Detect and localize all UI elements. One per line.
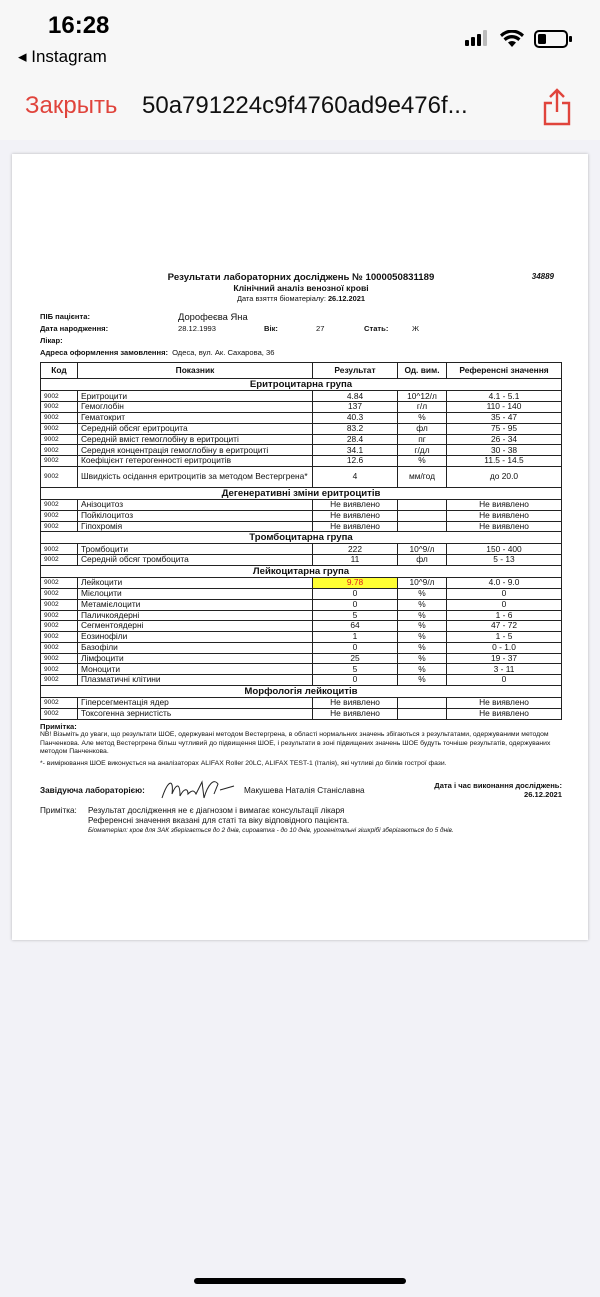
table-row [41, 708, 562, 719]
row-unit: 10^12/л [398, 391, 447, 402]
document-page [12, 154, 588, 940]
row-unit: мм/год [398, 467, 447, 488]
table-row [41, 510, 562, 521]
group-title: Дегенеративні зміни еритроцитів [41, 488, 562, 500]
row-result: 34.1 [313, 445, 398, 456]
row-result: 9.78 [313, 578, 398, 589]
table-row [41, 642, 562, 653]
row-ref: 19 - 37 [447, 653, 562, 664]
row-name: Токсогенна зернистість [78, 708, 313, 719]
group-title: Еритроцитарна група [41, 379, 562, 391]
row-name: Еозинофіли [78, 632, 313, 643]
row-code: 9002 [41, 698, 78, 709]
row-code: 9002 [41, 413, 78, 424]
footer-text-1: Результат дослідження не є діагнозом і вимагає консультації лікаря [88, 806, 345, 816]
signature-image [158, 774, 242, 804]
row-ref: 4.0 - 9.0 [447, 578, 562, 589]
address-label: Адреса оформлення замовлення: [40, 348, 169, 358]
table-row [41, 391, 562, 402]
footer-line-1 [40, 806, 562, 815]
head-label: Завідуюча лабораторією: [40, 786, 145, 796]
row-code: 9002 [41, 391, 78, 402]
row-code: 9002 [41, 708, 78, 719]
row-code: 9002 [41, 434, 78, 445]
sample-date [40, 295, 562, 304]
table-row [41, 621, 562, 632]
row-name: Лімфоцити [78, 653, 313, 664]
row-ref: 0 [447, 675, 562, 686]
row-result: Не виявлено [313, 708, 398, 719]
header-name: Показник [78, 363, 313, 379]
exec-value: 26.12.2021 [523, 789, 562, 799]
patient-row [40, 311, 562, 323]
row-ref: 0 [447, 599, 562, 610]
corner-number: 34889 [531, 272, 554, 281]
row-name: Середній обсяг еритроцита [78, 423, 313, 434]
row-result: 25 [313, 653, 398, 664]
row-result: 64 [313, 621, 398, 632]
row-name: Мієлоцити [78, 588, 313, 599]
footer-notes [40, 806, 562, 834]
row-code: 9002 [41, 621, 78, 632]
table-row [41, 500, 562, 511]
head-name: Макушева Наталія Станіславна [244, 786, 365, 796]
sample-date-value: 26.12.2021 [327, 293, 365, 303]
footer-text-2: Референсні значення вказані для статі та віку відповідного пацієнта. [88, 815, 350, 825]
row-ref: Не виявлено [447, 698, 562, 709]
row-unit [398, 521, 447, 532]
row-name: Базофіли [78, 642, 313, 653]
row-unit: % [398, 588, 447, 599]
row-name: Сегментоядерні [78, 621, 313, 632]
dob-label: Дата народження: [40, 324, 109, 334]
signature-row [40, 774, 562, 806]
row-ref: 0 [447, 588, 562, 599]
row-code: 9002 [41, 423, 78, 434]
row-unit: % [398, 599, 447, 610]
row-result: 137 [313, 402, 398, 413]
row-name: Анізоцитоз [78, 500, 313, 511]
table-row [41, 599, 562, 610]
row-ref: 110 - 140 [447, 402, 562, 413]
row-ref: 0 - 1.0 [447, 642, 562, 653]
row-unit [398, 500, 447, 511]
document-viewer[interactable] [0, 140, 600, 1297]
doctor-label: Лікар: [40, 336, 63, 346]
patient-value: Дорофеєва Яна [178, 311, 248, 323]
table-row [41, 544, 562, 555]
row-code: 9002 [41, 675, 78, 686]
age-label: Вік: [264, 324, 278, 334]
table-row [41, 521, 562, 532]
row-unit: % [398, 653, 447, 664]
row-name: Гемоглобін [78, 402, 313, 413]
sex-value: Ж [412, 324, 420, 334]
row-name: Швидкість осідання еритроцитів за методом Вестергрена* [78, 467, 313, 488]
row-ref: Не виявлено [447, 521, 562, 532]
row-unit: % [398, 413, 447, 424]
row-code: 9002 [41, 510, 78, 521]
row-name: Лейкоцити [78, 578, 313, 589]
row-unit: г/л [398, 402, 447, 413]
note-nb: NB! Візьміть до уваги, що результати ШОЕ, одержувані методом Вестергрена, в області нормальних значень збігаються з результатами, одержуваними методом Панченкова. Але метод Вестергрена більш чутливий до підвищення ШОЕ, і результати в зоні підвищених значень ШОЕ будуть точніше результатів, одержуваних методом Панченкова. [40, 731, 551, 756]
row-result: 28.4 [313, 434, 398, 445]
dob-value: 28.12.1993 [178, 324, 217, 334]
table-row [41, 610, 562, 621]
row-name: Гематокрит [78, 413, 313, 424]
row-unit: 10^9/л [398, 578, 447, 589]
exec-info [434, 782, 562, 799]
table-row [41, 698, 562, 709]
row-result: 4 [313, 467, 398, 488]
row-name: Паличкоядерні [78, 610, 313, 621]
group-header-row [41, 686, 562, 698]
row-result: 0 [313, 588, 398, 599]
row-ref: 1 - 6 [447, 610, 562, 621]
address-row [40, 347, 562, 359]
row-ref: 5 - 13 [447, 555, 562, 566]
patient-label: ПІБ пацієнта: [40, 312, 90, 322]
row-name: Еритроцити [78, 391, 313, 402]
results-table [40, 362, 562, 719]
row-ref: 30 - 38 [447, 445, 562, 456]
row-ref: 1 - 5 [447, 632, 562, 643]
share-icon[interactable] [540, 86, 574, 128]
row-result: 4.84 [313, 391, 398, 402]
row-code: 9002 [41, 544, 78, 555]
table-row [41, 423, 562, 434]
table-row [41, 588, 562, 599]
table-row [41, 445, 562, 456]
row-unit: % [398, 621, 447, 632]
row-result: Не виявлено [313, 698, 398, 709]
sex-label: Стать: [364, 324, 389, 334]
status-time: 16:28 [48, 12, 110, 39]
row-result: 5 [313, 664, 398, 675]
row-unit: 10^9/л [398, 544, 447, 555]
battery-icon [534, 30, 574, 48]
row-ref: 47 - 72 [447, 621, 562, 632]
row-unit: фл [398, 555, 447, 566]
wifi-icon [500, 30, 524, 48]
row-result: Не виявлено [313, 510, 398, 521]
group-title: Лейкоцитарна група [41, 566, 562, 578]
status-bar [0, 0, 600, 78]
row-unit: % [398, 632, 447, 643]
dob-row [40, 323, 562, 335]
row-code: 9002 [41, 456, 78, 467]
row-unit: пг [398, 434, 447, 445]
doctor-row [40, 335, 562, 347]
row-result: 5 [313, 610, 398, 621]
row-result: 0 [313, 642, 398, 653]
row-name: Гіперсегментація ядер [78, 698, 313, 709]
row-unit [398, 698, 447, 709]
row-result: Не виявлено [313, 500, 398, 511]
row-code: 9002 [41, 599, 78, 610]
table-row [41, 413, 562, 424]
file-title: 50a791224c9f4760ad9e476f... [142, 92, 468, 119]
row-unit: фл [398, 423, 447, 434]
row-code: 9002 [41, 521, 78, 532]
row-code: 9002 [41, 445, 78, 456]
table-row [41, 675, 562, 686]
table-row [41, 664, 562, 675]
table-row [41, 578, 562, 589]
row-code: 9002 [41, 588, 78, 599]
row-name: Тромбоцити [78, 544, 313, 555]
row-code: 9002 [41, 653, 78, 664]
row-result: 0 [313, 599, 398, 610]
group-title: Тромбоцитарна група [41, 532, 562, 544]
row-code: 9002 [41, 467, 78, 488]
table-row [41, 632, 562, 643]
back-to-instagram[interactable]: ◂ Instagram [18, 47, 107, 66]
group-title: Морфологія лейкоцитів [41, 686, 562, 698]
row-result: 12.6 [313, 456, 398, 467]
table-row [41, 434, 562, 445]
cellular-signal-icon [465, 30, 489, 46]
row-unit: г/дл [398, 445, 447, 456]
report-subtitle: Клінічний аналіз венозної крові [233, 283, 369, 294]
lab-report [40, 272, 562, 834]
row-result: 40.3 [313, 413, 398, 424]
report-title: Результати лабораторних досліджень № 1000050831189 [167, 272, 435, 283]
row-code: 9002 [41, 610, 78, 621]
row-ref: Не виявлено [447, 510, 562, 521]
row-result: 222 [313, 544, 398, 555]
row-result: 11 [313, 555, 398, 566]
header-result: Результат [313, 363, 398, 379]
address-value: Одеса, вул. Ак. Сахарова, 36 [172, 348, 275, 358]
row-name: Метамієлоцити [78, 599, 313, 610]
table-row [41, 456, 562, 467]
row-unit: % [398, 642, 447, 653]
row-result: 0 [313, 675, 398, 686]
note-star: *- вимірювання ШОЕ виконується на аналізаторах ALIFAX Roller 20LC, ALIFAX TEST-1 (Італія), які чутливі до білків гострої фази. [40, 759, 447, 767]
row-unit: % [398, 675, 447, 686]
row-code: 9002 [41, 555, 78, 566]
row-name: Середній вміст гемоглобіну в еритроциті [78, 434, 313, 445]
row-name: Середня концентрація гемоглобіну в еритроциті [78, 445, 313, 456]
row-unit [398, 510, 447, 521]
row-unit: % [398, 610, 447, 621]
row-name: Пойкілоцитоз [78, 510, 313, 521]
row-ref: 150 - 400 [447, 544, 562, 555]
table-row [41, 653, 562, 664]
viewer-navbar [0, 78, 600, 141]
row-name: Коефіцієнт гетерогенності еритроцитів [78, 456, 313, 467]
row-ref: 26 - 34 [447, 434, 562, 445]
close-button[interactable]: Закрыть [25, 92, 118, 119]
row-name: Плазматичні клітини [78, 675, 313, 686]
row-name: Моноцити [78, 664, 313, 675]
note-title: Примітка: [40, 721, 77, 731]
row-code: 9002 [41, 500, 78, 511]
row-name: Середній обсяг тромбоцита [78, 555, 313, 566]
row-unit: % [398, 456, 447, 467]
row-result: 1 [313, 632, 398, 643]
footer-text-3: Біоматеріал: кров для ЗАК зберігається до 2 днів, сироватка - до 10 днів, урогенітальні зішкрібі зберігаються до 5 днів. [88, 826, 454, 834]
group-header-row [41, 532, 562, 544]
row-ref: 35 - 47 [447, 413, 562, 424]
row-name: Гіпохромія [78, 521, 313, 532]
exec-label: Дата і час виконання досліджень: [434, 781, 562, 791]
row-ref: Не виявлено [447, 500, 562, 511]
row-result: 83.2 [313, 423, 398, 434]
row-ref: 11.5 - 14.5 [447, 456, 562, 467]
header-unit: Од. вим. [398, 363, 447, 379]
group-header-row [41, 566, 562, 578]
header-ref: Референсні значення [447, 363, 562, 379]
header-code: Код [41, 363, 78, 379]
row-unit [398, 708, 447, 719]
table-row [41, 467, 562, 488]
group-header-row [41, 488, 562, 500]
notes [40, 722, 562, 768]
row-ref: 4.1 - 5.1 [447, 391, 562, 402]
table-row [41, 555, 562, 566]
table-header [41, 363, 562, 379]
sample-date-label: Дата взяття біоматеріалу: [237, 293, 326, 303]
row-code: 9002 [41, 632, 78, 643]
footer-label: Примітка: [40, 806, 77, 816]
results-body [41, 379, 562, 719]
age-value: 27 [316, 324, 325, 334]
row-unit: % [398, 664, 447, 675]
home-indicator [194, 1278, 406, 1284]
row-code: 9002 [41, 578, 78, 589]
row-ref: 3 - 11 [447, 664, 562, 675]
table-row [41, 402, 562, 413]
row-result: Не виявлено [313, 521, 398, 532]
group-header-row [41, 379, 562, 391]
row-ref: 75 - 95 [447, 423, 562, 434]
row-ref: Не виявлено [447, 708, 562, 719]
row-code: 9002 [41, 402, 78, 413]
row-code: 9002 [41, 664, 78, 675]
row-ref: до 20.0 [447, 467, 562, 488]
row-code: 9002 [41, 642, 78, 653]
